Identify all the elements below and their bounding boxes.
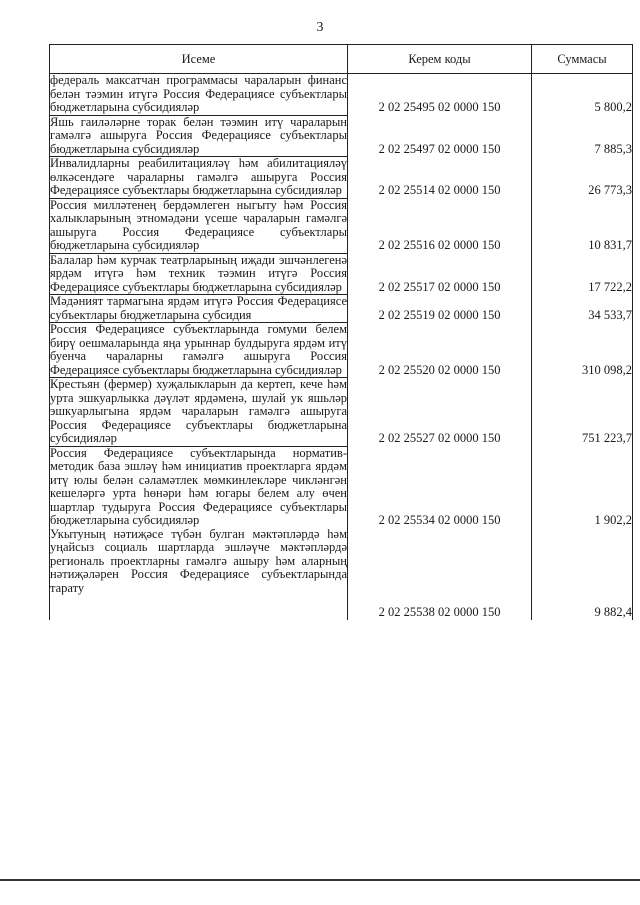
row-sum: 310 098,2	[532, 323, 633, 378]
row-code: 2 02 25520 02 0000 150	[348, 323, 532, 378]
row-name-text: Балалар һәм курчак театрларының иҗади эшчәнлегенә ярдәм итүгә һәм техник тәэмин итүгә Россия Федерациясе субъектлары бюджетларына субсидияләр	[50, 252, 347, 294]
budget-table	[49, 44, 633, 620]
header-code: Керем коды	[348, 45, 532, 74]
row-code: 2 02 25495 02 0000 150	[348, 74, 532, 116]
table-row	[50, 115, 633, 157]
header-name: Исеме	[50, 45, 348, 74]
row-sum: 34 533,7	[532, 295, 633, 323]
row-name-text: Россия Федерациясе субъектларында гомуми белем бирү оешмаларында яңа урыннар булдыруга ярдәм итү буенча чараларны гамәлгә ашыруга Россия Федерациясе субъектлары бюджетларына субсидияләр	[50, 322, 347, 377]
row-name-text: Россия милләтенең бердәмлеген ныгыту һәм Россия халыкларының этномәдәни үсеше чараларын гамәлгә ашыруга Россия Федерациясе субъектлары бюджетларына субсидияләр	[50, 197, 347, 252]
row-name	[50, 323, 348, 378]
table-header-row	[50, 45, 633, 74]
row-code: 2 02 25497 02 0000 150	[348, 115, 532, 157]
row-name-text: Мәдәният тармагына ярдәм итүгә Россия Федерациясе субъектлары бюджетларына субсидия	[50, 294, 347, 322]
row-sum: 9 882,4	[532, 528, 633, 620]
row-code: 2 02 25527 02 0000 150	[348, 378, 532, 447]
row-sum: 5 800,2	[532, 74, 633, 116]
row-sum: 17 722,2	[532, 253, 633, 295]
row-name-text: Яшь гаиләләрне торак белән тәэмин итү чараларын гамәлгә ашыруга Россия Федерациясе субъектлары бюджетларына субсидияләр	[50, 114, 347, 156]
header-sum: Суммасы	[532, 45, 633, 74]
page-bottom-rule	[0, 879, 640, 881]
row-name-text: Инвалидларны реабилитацияләү һәм абилитацияләү өлкәсендәге чараларны гамәлгә ашыруга Россия Федерациясе субъектлары бюджетларына субсидияләр	[50, 156, 347, 197]
row-sum: 26 773,3	[532, 157, 633, 199]
table-row	[50, 378, 633, 447]
table-row	[50, 446, 633, 528]
row-sum: 751 223,7	[532, 378, 633, 447]
row-code: 2 02 25517 02 0000 150	[348, 253, 532, 295]
row-name	[50, 378, 348, 447]
table-row	[50, 157, 633, 199]
row-name	[50, 528, 348, 620]
row-code: 2 02 25516 02 0000 150	[348, 198, 532, 253]
row-name-text: Россия Федерациясе субъектларында норматив-методик база эшләү һәм инициатив проектларга ярдәм итү юлы белән сәламәтлек мөмкинлекләре чикләнгән кешеләргә урта һөнәри һәм югары белем алу өчен шартлар тудыруга Россия Федерациясе субъектлары бюджетларына субсидияләр	[50, 445, 347, 527]
row-code: 2 02 25534 02 0000 150	[348, 446, 532, 528]
row-name-text: Укытуның нәтиҗәсе түбән булган мәктәпләрдә һәм уңайсыз социаль шартларда эшләүче мәктәпләрдә региональ проектларны гамәлгә ашыру һәм аларның нәтиҗәләрен Россия Федерациясе субъектларында тарату	[50, 526, 347, 595]
row-code: 2 02 25538 02 0000 150	[348, 528, 532, 620]
table-row	[50, 528, 633, 620]
row-name	[50, 295, 348, 323]
table-row	[50, 295, 633, 323]
table-row	[50, 323, 633, 378]
row-name	[50, 157, 348, 199]
row-name	[50, 253, 348, 295]
row-name	[50, 74, 348, 116]
row-sum: 7 885,3	[532, 115, 633, 157]
row-code: 2 02 25514 02 0000 150	[348, 157, 532, 199]
page-number: 3	[316, 20, 324, 35]
row-name-text: Крестьян (фермер) хуҗалыкларын да кертеп, кече һәм урта эшкуарлыкка дәүләт ярдәменә, шулай ук яшьләр эшкуарлыгына ярдәм чараларын гамәлгә ашыруга Россия Федерациясе субъектлары бюджетларына субсидияләр	[50, 377, 347, 445]
table-row	[50, 253, 633, 295]
row-sum: 1 902,2	[532, 446, 633, 528]
row-name	[50, 198, 348, 253]
table-row	[50, 74, 633, 116]
row-name	[50, 115, 348, 157]
row-name	[50, 446, 348, 528]
row-name-text: федераль максатчан программасы чараларын финанс белән тәэмин итүгә Россия Федерациясе субъектлары бюджетларына субсидияләр	[50, 73, 347, 114]
row-sum: 10 831,7	[532, 198, 633, 253]
table-row	[50, 198, 633, 253]
row-code: 2 02 25519 02 0000 150	[348, 295, 532, 323]
